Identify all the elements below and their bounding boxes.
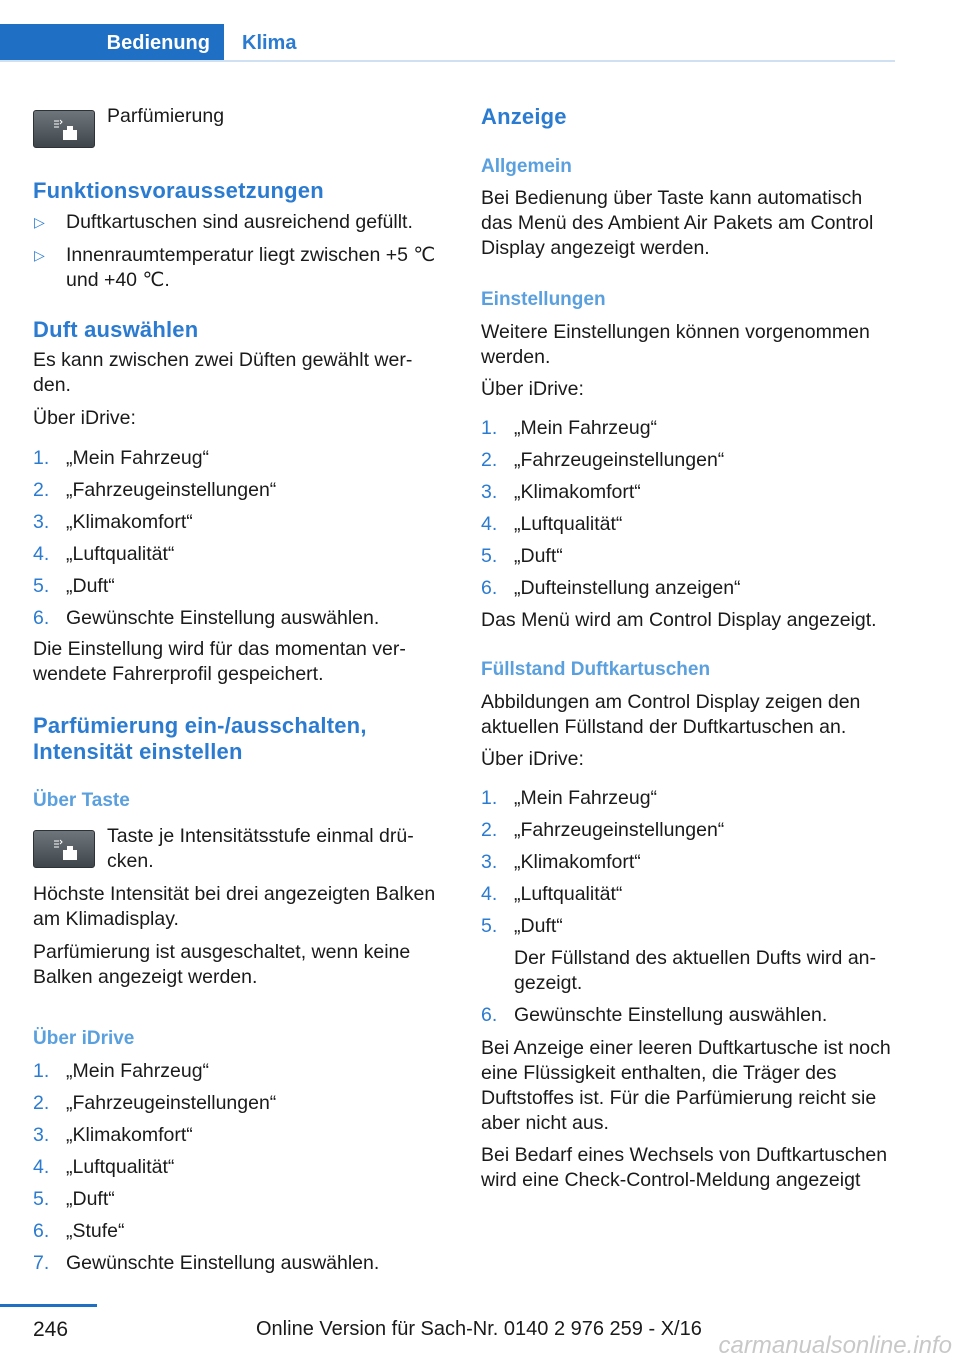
- list-item: 6. „Dufteinstellung anzeigen“: [481, 577, 741, 599]
- list-item: ▷ Innenraumtemperatur liegt zwischen +5 ℃ und +40 ℃.: [34, 244, 436, 291]
- steps-list: [33, 1059, 447, 1283]
- subheading-fuellstand: Füllstand Duftkartuschen: [481, 659, 711, 680]
- steps-list: [481, 416, 895, 608]
- list-item: 1. „Mein Fahrzeug“: [481, 417, 658, 439]
- tab-klima[interactable]: Klima: [242, 32, 297, 54]
- list-item: 1. „Mein Fahrzeug“: [481, 787, 658, 809]
- perfume-button-icon: [33, 110, 95, 148]
- page-number: 246: [33, 1318, 69, 1341]
- list-item: 4. „Luftqualität“: [33, 1156, 175, 1178]
- list-item: 2. „Fahrzeugeinstellungen“: [481, 449, 725, 471]
- paragraph: Bei Bedarf eines Wechsels von Duftkartuschen wird eine Check-Control-Meldung angezeigt: [481, 1144, 888, 1191]
- steps-list: [481, 786, 895, 1035]
- list-item: 4. „Luftqualität“: [33, 543, 175, 565]
- triangle-bullet-icon: ▷: [34, 214, 45, 230]
- paragraph: Bei Anzeige einer leeren Duftkartusche ist noch eine Flüssigkeit enthalten, die Träger des Duftstoffes ist. Für die Parfümierung reicht sie aber nicht aus.: [481, 1037, 891, 1134]
- paragraph: Über iDrive:: [33, 407, 136, 429]
- heading-anzeige: Anzeige: [481, 104, 567, 129]
- list-item: 3. „Klimakomfort“: [33, 511, 193, 533]
- steps-list: [33, 446, 447, 638]
- paragraph: Taste je Intensitätsstufe einmal drü-cken.: [107, 825, 414, 872]
- list-item: 6. „Stufe“: [33, 1220, 125, 1242]
- perfume-button-icon: [33, 830, 95, 868]
- paragraph: Über iDrive:: [481, 748, 584, 770]
- paragraph: Höchste Intensität bei drei angezeigten Balken am Klimadisplay.: [33, 883, 436, 930]
- step-detail: Der Füllstand des aktuellen Dufts wird an-gezeigt.: [514, 947, 876, 994]
- online-version-text: Online Version für Sach-Nr. 0140 2 976 259 - X/16: [256, 1318, 702, 1340]
- paragraph: Parfümierung ist ausgeschaltet, wenn keine Balken angezeigt werden.: [33, 941, 411, 988]
- tab-bedienung[interactable]: Bedienung: [0, 24, 224, 62]
- list-item: 2. „Fahrzeugeinstellungen“: [33, 479, 277, 501]
- list-item: 5. „Duft“ Der Füllstand des aktuellen Dufts wird an-gezeigt.: [481, 914, 895, 1003]
- subheading-ueber-idrive: Über iDrive: [33, 1028, 135, 1049]
- list-item: 3. „Klimakomfort“: [481, 481, 641, 503]
- heading-parfuemierung-intensitaet: Parfümierung ein-/ausschalten, Intensität einstellen: [33, 713, 367, 764]
- list-item: 1. „Mein Fahrzeug“: [33, 447, 210, 469]
- list-item: 1. „Mein Fahrzeug“: [33, 1060, 210, 1082]
- paragraph: Die Einstellung wird für das momentan ver-wendete Fahrerprofil gespeichert.: [33, 638, 406, 685]
- list-item: 2. „Fahrzeugeinstellungen“: [481, 819, 725, 841]
- heading-funktionsvoraussetzungen: Funktionsvoraussetzungen: [33, 178, 324, 203]
- requirements-list: [33, 210, 447, 293]
- section-tabs: [0, 24, 895, 62]
- paragraph: Abbildungen am Control Display zeigen den aktuellen Füllstand der Duftkartuschen an.: [481, 691, 861, 738]
- icon-caption: Parfümierung: [107, 105, 225, 127]
- watermark: carmanualsonline.info: [718, 1332, 952, 1359]
- list-item: 4. „Luftqualität“: [481, 883, 623, 905]
- list-item: 3. „Klimakomfort“: [481, 851, 641, 873]
- paragraph: Weitere Einstellungen können vorgenommen werden.: [481, 321, 870, 368]
- tab-underline: [0, 60, 895, 62]
- paragraph: Es kann zwischen zwei Düften gewählt wer-den.: [33, 349, 413, 396]
- list-item: ▷ Duftkartuschen sind ausreichend gefüllt.: [34, 211, 413, 233]
- list-item: 7. Gewünschte Einstellung auswählen.: [33, 1252, 380, 1274]
- paragraph: Das Menü wird am Control Display angezeigt.: [481, 609, 877, 631]
- list-item: 5. „Duft“: [481, 545, 563, 567]
- paragraph: Bei Bedienung über Taste kann automatisch das Menü des Ambient Air Pakets am Control Display angezeigt werden.: [481, 187, 874, 259]
- subheading-ueber-taste: Über Taste: [33, 790, 130, 811]
- paragraph: Über iDrive:: [481, 378, 584, 400]
- list-item: 3. „Klimakomfort“: [33, 1124, 193, 1146]
- footer-rule: [0, 1304, 97, 1307]
- heading-duft-auswaehlen: Duft auswählen: [33, 317, 199, 342]
- list-item: 6. Gewünschte Einstellung auswählen.: [33, 607, 380, 629]
- list-item: 5. „Duft“: [33, 1188, 115, 1210]
- triangle-bullet-icon: ▷: [34, 247, 45, 263]
- subheading-einstellungen: Einstellungen: [481, 289, 606, 310]
- list-item: 2. „Fahrzeugeinstellungen“: [33, 1092, 277, 1114]
- list-item: 4. „Luftqualität“: [481, 513, 623, 535]
- list-item: 6. Gewünschte Einstellung auswählen.: [481, 1004, 828, 1026]
- subheading-allgemein: Allgemein: [481, 156, 572, 177]
- list-item: 5. „Duft“: [33, 575, 115, 597]
